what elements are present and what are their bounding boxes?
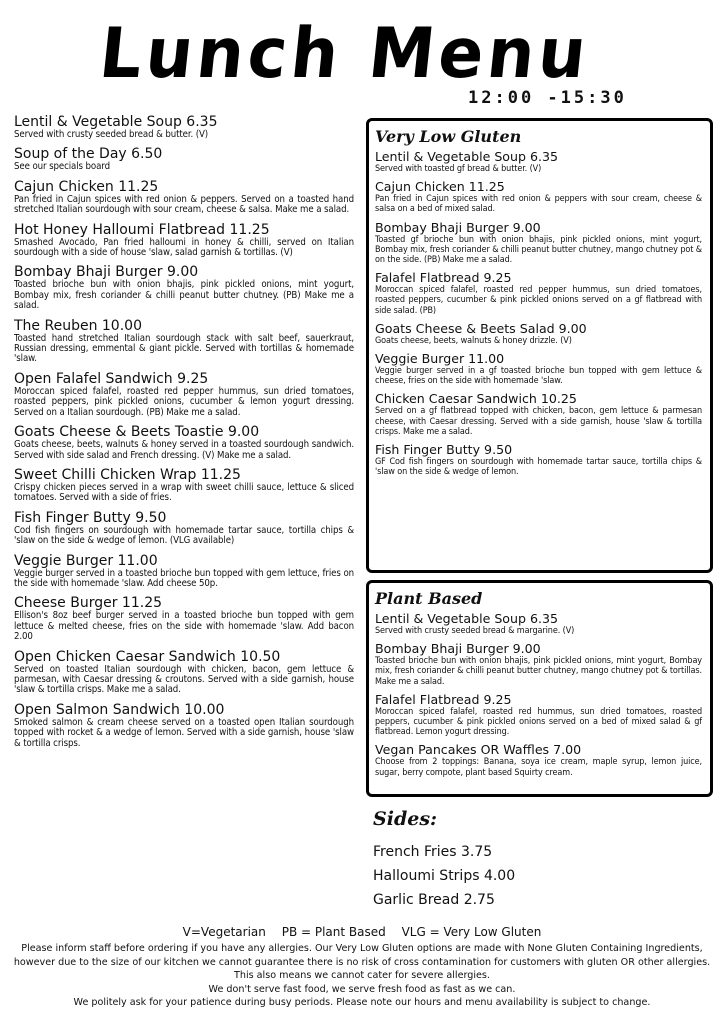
item-desc: Goats cheese, beets, walnuts & honey served in a toasted sourdough sandwich. Served with side salad and French dressing. (V) Make me a salad. bbox=[14, 439, 354, 461]
item-desc: Veggie burger served in a toasted brioche bun topped with gem lettuce, fries on the side with homemade 'slaw. Add cheese 50p. bbox=[14, 567, 354, 589]
menu-item bbox=[375, 641, 702, 687]
section-title: Very Low Gluten bbox=[375, 127, 522, 146]
footer bbox=[8, 924, 716, 1010]
menu-item bbox=[375, 351, 702, 386]
item-name: Lentil & Vegetable Soup 6.35 bbox=[375, 149, 559, 164]
item-desc: Ellison's 8oz beef burger served in a toasted brioche bun topped with gem lettuce & melted cheese, fries on the side with homemade 'slaw. Add bacon 2.00 bbox=[14, 610, 354, 643]
menu-item bbox=[375, 321, 702, 346]
menu-item bbox=[375, 179, 702, 214]
item-name: Cajun Chicken 11.25 bbox=[375, 179, 505, 195]
item-name: Fish Finger Butty 9.50 bbox=[14, 509, 167, 526]
item-desc: Smashed Avocado, Pan fried halloumi in honey & chilli, served on Italian sourdough with a side of house 'slaw, salad garnish & tortillas. (V) bbox=[14, 236, 354, 259]
side-item: Garlic Bread 2.75 bbox=[373, 892, 495, 908]
item-desc: Served on a gf flatbread topped with chicken, bacon, gem lettuce & parmesan cheese, with Caesar dressing. Served with a side garnish, house 'slaw & tortilla crisps. Make me a salad. bbox=[375, 406, 702, 437]
menu-item bbox=[375, 149, 702, 174]
menu-item bbox=[375, 442, 702, 477]
item-name: Sweet Chilli Chicken Wrap 11.25 bbox=[14, 466, 241, 483]
menu-item bbox=[14, 467, 354, 504]
item-name: Cajun Chicken 11.25 bbox=[14, 178, 159, 195]
side-item: French Fries 3.75 bbox=[373, 844, 493, 860]
item-name: Bombay Bhaji Burger 9.00 bbox=[375, 219, 541, 235]
menu-item bbox=[14, 371, 354, 418]
main-menu-list bbox=[14, 114, 354, 755]
item-desc: Toasted gf brioche bun with onion bhajis, pink pickled onions, mint yogurt, Bombay mix, fresh coriander & chilli peanut butter chutney, mango chutney pot & on the side. (PB) Make me a salad. bbox=[375, 234, 702, 266]
menu-item bbox=[375, 742, 702, 777]
menu-item bbox=[14, 649, 354, 696]
section-title: Plant Based bbox=[375, 589, 483, 608]
item-name: Fish Finger Butty 9.50 bbox=[375, 442, 513, 458]
item-name: Lentil & Vegetable Soup 6.35 bbox=[375, 611, 559, 626]
item-desc: GF Cod fish fingers on sourdough with homemade tartar sauce, tortilla chips & 'slaw on the side & wedge of lemon. bbox=[375, 457, 702, 478]
item-desc: Served on toasted Italian sourdough with chicken, bacon, gem lettuce & parmesan, with Caesar dressing & croutons. Served with a side garnish, house 'slaw & tortilla crisps. Make me a salad. bbox=[14, 663, 354, 696]
item-desc: Pan fried in Cajun spices with red onion & peppers with sour cream, cheese & salsa on a bed of mixed salad. bbox=[375, 194, 702, 215]
item-desc: Moroccan spiced falafel, roasted red pepper hummus, sun dried tomatoes, roasted peppers, cucumber & pink pickled onions served on a gf flatbread with side salad. (PB) bbox=[375, 285, 702, 316]
item-desc: Moroccan spiced falafel, roasted red hummus, sun dried tomatoes, roasted peppers, cucumber & pink pickled onions served on a bed of mixed salad & gf flatbread. Lemon yogurt dressing. bbox=[375, 706, 702, 738]
item-name: Bombay Bhaji Burger 9.00 bbox=[375, 641, 541, 657]
item-desc: Smoked salmon & cream cheese served on a toasted open Italian sourdough topped with rocket & a wedge of lemon. Served with a side garnish, house 'slaw & tortilla crisps. bbox=[14, 716, 354, 749]
menu-hours: 12:00 -15:30 bbox=[468, 88, 627, 108]
menu-item bbox=[375, 692, 702, 738]
menu-title: Lunch Menu bbox=[95, 13, 594, 94]
item-desc: Crispy chicken pieces served in a wrap with sweet chilli sauce, lettuce & sliced tomatoes. Served with a side of fries. bbox=[14, 481, 354, 504]
item-desc: Pan fried in Cajun spices with red onion & peppers. Served on a toasted hand stretched Italian sourdough with sour cream, cheese & salsa. Make me a salad. bbox=[14, 193, 354, 216]
item-desc: Moroccan spiced falafel, roasted red pepper hummus, sun dried tomatoes, roasted peppers, pink pickled onions, cucumber & lemon yogurt dressing. Served on a Italian sourdough. (PB) Make me a salad. bbox=[14, 385, 354, 418]
section-title: Sides: bbox=[373, 808, 438, 830]
menu-item bbox=[375, 220, 702, 266]
item-name: Open Chicken Caesar Sandwich 10.50 bbox=[14, 648, 281, 665]
item-desc: Goats cheese, beets, walnuts & honey drizzle. (V) bbox=[375, 335, 572, 346]
item-name: Cheese Burger 11.25 bbox=[14, 595, 163, 612]
menu-item bbox=[14, 222, 354, 259]
plant-based-section bbox=[366, 580, 713, 797]
menu-item bbox=[14, 702, 354, 749]
menu-item bbox=[375, 611, 702, 636]
item-desc: Toasted brioche bun with onion bhajis, pink pickled onions, mint yogurt, Bombay mix, fresh coriander & chilli peanut butter chutney, mango chutney pot & tortillas. Make me a salad. bbox=[375, 656, 702, 687]
fresh-food-note: We don't serve fast food, we serve fresh food as fast as we can. bbox=[208, 983, 516, 995]
menu-item bbox=[375, 391, 702, 437]
menu-item bbox=[14, 510, 354, 547]
item-desc: Cod fish fingers on sourdough with homemade tartar sauce, tortilla chips & 'slaw on the side & wedge of lemon. (VLG available) bbox=[14, 524, 354, 547]
item-name: Goats Cheese & Beets Salad 9.00 bbox=[375, 320, 587, 336]
item-name: Goats Cheese & Beets Toastie 9.00 bbox=[14, 424, 260, 441]
item-name: Open Falafel Sandwich 9.25 bbox=[14, 370, 209, 387]
item-desc: Veggie burger served in a gf toasted brioche bun topped with gem lettuce & cheese, fries on the side with homemade 'slaw. bbox=[375, 366, 702, 387]
item-desc: Served with toasted gf bread & butter. (V) bbox=[375, 164, 542, 174]
patience-note: We politely ask for your patience during busy periods. Please note our hours and menu availability is subject to change. bbox=[73, 997, 651, 1008]
legend-very-low-gluten: VLG = Very Low Gluten bbox=[401, 925, 542, 939]
item-desc: Toasted hand stretched Italian sourdough stack with salt beef, sauerkraut, Russian dressing, emmental & giant pickle. Served with tortillas & homemade 'slaw. bbox=[14, 332, 354, 365]
item-name: Soup of the Day 6.50 bbox=[14, 146, 163, 163]
legend-vegetarian: V=Vegetarian bbox=[182, 925, 266, 939]
item-name: Veggie Burger 11.00 bbox=[375, 351, 505, 367]
item-name: Falafel Flatbread 9.25 bbox=[375, 270, 512, 286]
menu-item bbox=[14, 179, 354, 216]
menu-item bbox=[14, 318, 354, 365]
menu-item bbox=[14, 114, 354, 140]
dietary-legend bbox=[8, 924, 716, 940]
menu-item bbox=[14, 146, 354, 172]
item-name: Bombay Bhaji Burger 9.00 bbox=[14, 264, 199, 281]
item-name: Falafel Flatbread 9.25 bbox=[375, 691, 512, 707]
item-desc: Served with crusty seeded bread & margarine. (V) bbox=[375, 626, 575, 636]
item-name: Hot Honey Halloumi Flatbread 11.25 bbox=[14, 221, 270, 238]
item-name: Lentil & Vegetable Soup 6.35 bbox=[14, 114, 218, 130]
side-item: Halloumi Strips 4.00 bbox=[373, 868, 516, 884]
item-desc: See our specials board bbox=[14, 161, 110, 173]
item-name: The Reuben 10.00 bbox=[14, 317, 142, 334]
menu-item bbox=[14, 264, 354, 311]
item-name: Chicken Caesar Sandwich 10.25 bbox=[375, 391, 577, 407]
item-desc: Choose from 2 toppings: Banana, soya ice cream, maple syrup, lemon juice, sugar, berry compote, plant based Squirty cream. bbox=[375, 757, 702, 778]
menu-item bbox=[375, 270, 702, 316]
item-name: Open Salmon Sandwich 10.00 bbox=[14, 701, 225, 718]
item-name: Vegan Pancakes OR Waffles 7.00 bbox=[375, 742, 582, 758]
allergy-notice: Please inform staff before ordering if you have any allergies. Our Very Low Gluten options are made with None Gluten Containing Ingredients, however due to the size of our kitchen we cannot guarantee there is no risk of cross contamination for customers with gluten OR other allergies. This also means we cannot cater for severe allergies. bbox=[13, 943, 711, 981]
menu-item bbox=[14, 553, 354, 590]
item-name: Veggie Burger 11.00 bbox=[14, 552, 158, 569]
legend-plant-based: PB = Plant Based bbox=[281, 925, 386, 939]
menu-item bbox=[14, 595, 354, 642]
sides-section bbox=[373, 808, 713, 912]
very-low-gluten-section bbox=[366, 118, 713, 573]
item-desc: Served with crusty seeded bread & butter. (V) bbox=[14, 129, 209, 140]
menu-item bbox=[14, 424, 354, 461]
item-desc: Toasted brioche bun with onion bhajis, pink pickled onions, mint yogurt, Bombay mix, fresh coriander & chilli peanut butter chutney. (PB) Make me a salad. bbox=[14, 279, 354, 312]
